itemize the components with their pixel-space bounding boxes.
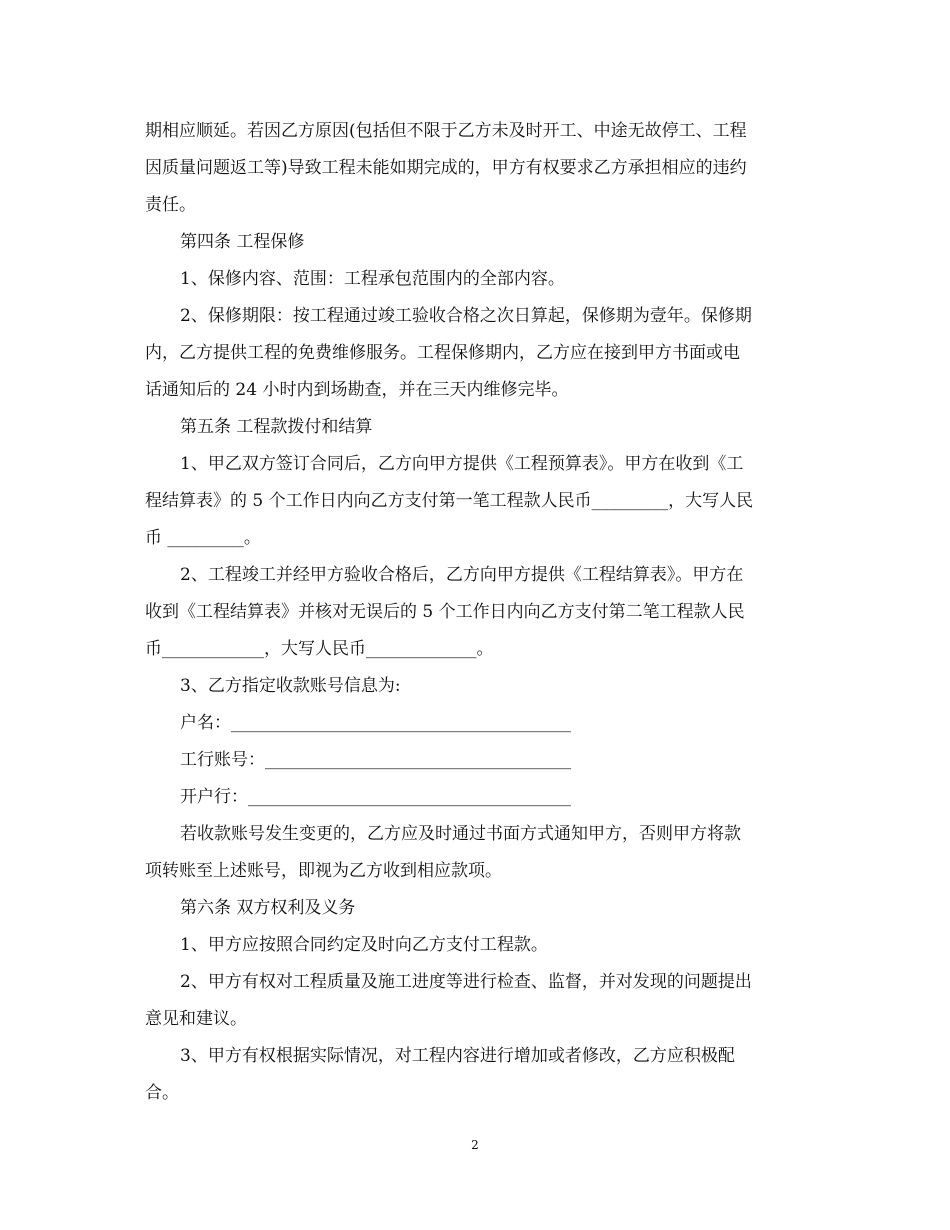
text-line: 币 _________。 [145,528,261,548]
section-heading: 第五条 工程款拨付和结算 [180,417,373,437]
section-heading: 第四条 工程保修 [180,232,305,252]
text-line: 若收款账号发生变更的，乙方应及时通过书面方式通知甲方，否则甲方将款 [180,824,741,844]
text-line: 3、甲方有权根据实际情况，对工程内容进行增加或者修改，乙方应积极配 [180,1046,735,1066]
text-line: 期相应顺延。若因乙方原因(包括但不限于乙方未及时开工、中途无故停工、工程 [145,121,747,141]
account-name-field: 户名：________________________________________ [180,713,571,733]
text-line: 收到《工程结算表》并核对无误后的 5 个工作日内向乙方支付第二笔工程款人民 [145,602,745,622]
text-line: 3、乙方指定收款账号信息为: [180,676,401,696]
text-line: 1、保修内容、范围：工程承包范围内的全部内容。 [180,269,565,289]
text-line: 责任。 [145,195,196,215]
opening-bank-field: 开户行：______________________________________ [180,787,571,807]
text-line: 2、工程竣工并经甲方验收合格后，乙方向甲方提供《工程结算表》。甲方在 [180,565,744,585]
text-line: 话通知后的 24 小时内到场勘查，并在三天内维修完毕。 [145,380,569,400]
text-line: 因质量问题返工等)导致工程未能如期完成的，甲方有权要求乙方承担相应的违约 [145,158,747,178]
text-line: 2、保修期限：按工程通过竣工验收合格之次日算起，保修期为壹年。保修期 [180,306,752,326]
text-line: 程结算表》的 5 个工作日内向乙方支付第一笔工程款人民币_________，大写人民 [145,491,754,511]
text-line: 内，乙方提供工程的免费维修服务。工程保修期内，乙方应在接到甲方书面或电 [145,343,740,363]
text-line: 项转账至上述账号，即视为乙方收到相应款项。 [145,861,502,881]
text-line: 币____________，大写人民币_____________。 [145,639,494,659]
bank-account-field: 工行账号：____________________________________ [180,750,571,770]
page-number: 2 [471,1138,479,1152]
text-line: 意见和建议。 [145,1009,247,1029]
text-line: 1、甲乙双方签订合同后，乙方向甲方提供《工程预算表》。甲方在收到《工 [180,454,744,474]
text-line: 1、甲方应按照合同约定及时向乙方支付工程款。 [180,935,548,955]
text-line: 2、甲方有权对工程质量及施工进度等进行检查、监督，并对发现的问题提出 [180,972,752,992]
section-heading: 第六条 双方权利及义务 [180,898,356,918]
text-line: 合。 [145,1083,179,1103]
